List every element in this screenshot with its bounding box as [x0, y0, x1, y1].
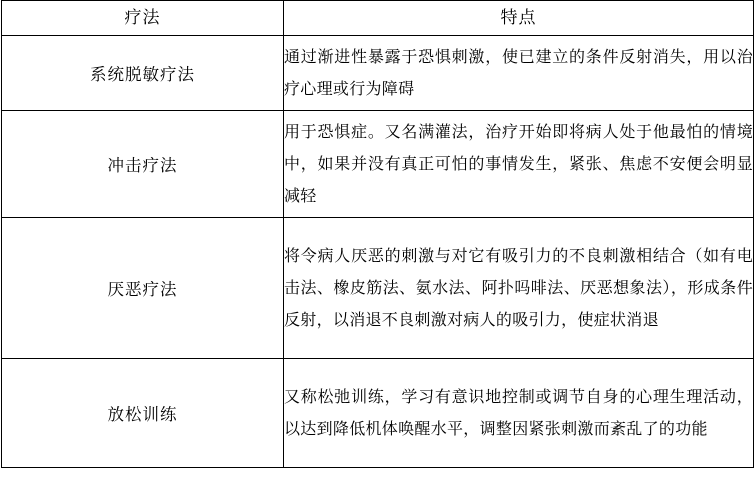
therapy-description [284, 359, 754, 468]
therapy-table [1, 0, 754, 468]
column-header-feature: 特点 [284, 1, 754, 36]
table-row [2, 218, 754, 359]
therapy-description [284, 36, 754, 111]
therapy-name: 放松训练 [2, 359, 284, 468]
therapy-description-text: 又称松弛训练，学习有意识地控制或调节自身的心理生理活动，以达到降低机体唤醒水平，调整因紧张刺激而紊乱了的功能 [284, 387, 753, 438]
therapy-description-text: 通过渐进性暴露于恐惧刺激，使已建立的条件反射消失，用以治疗心理或行为障碍 [284, 47, 753, 98]
therapy-description-text: 将令病人厌恶的刺激与对它有吸引力的不良刺激相结合（如有电击法、橡皮筋法、氨水法、阿扑吗啡法、厌恶想象法），形成条件反射，以消退不良刺激对病人的吸引力，使症状消退 [284, 246, 753, 329]
therapy-name: 系统脱敏疗法 [2, 36, 284, 111]
therapy-description-text: 用于恐惧症。又名满灌法，治疗开始即将病人处于他最怕的情境中，如果并没有真正可怕的事情发生，紧张、焦虑不安便会明显减轻 [284, 122, 753, 205]
therapy-name: 厌恶疗法 [2, 218, 284, 359]
table-row [2, 111, 754, 218]
column-header-therapy: 疗法 [2, 1, 284, 36]
table-row [2, 359, 754, 468]
table-row [2, 36, 754, 111]
therapy-description [284, 111, 754, 218]
therapy-description [284, 218, 754, 359]
therapy-name: 冲击疗法 [2, 111, 284, 218]
table-header-row [2, 1, 754, 36]
